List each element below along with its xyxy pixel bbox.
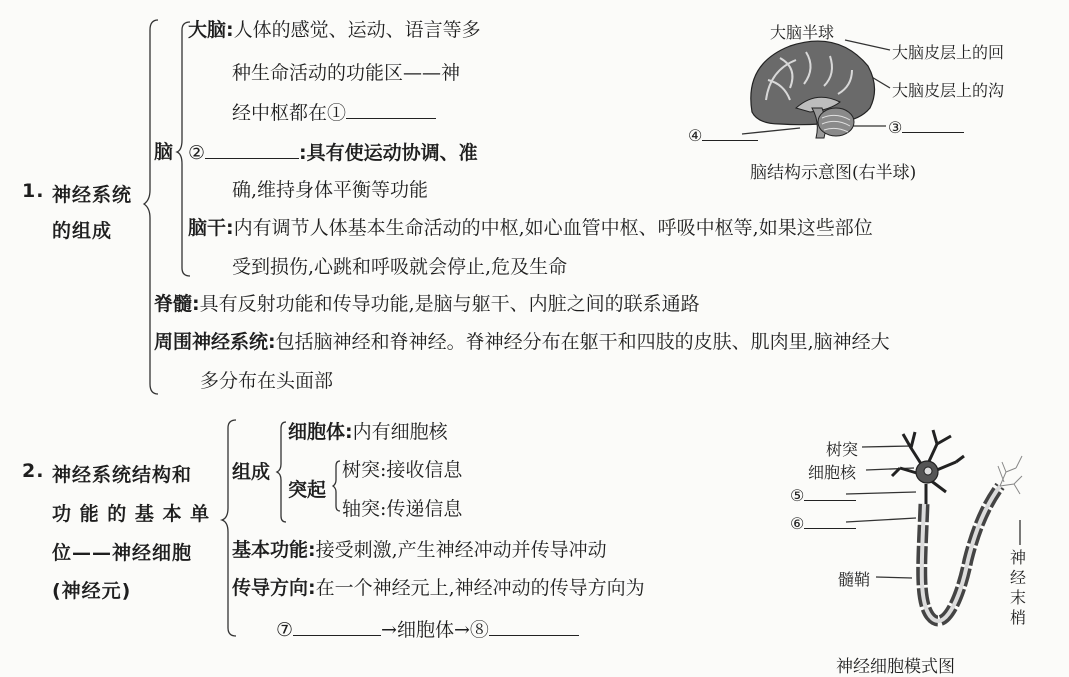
cerebrum-text1: 人体的感觉、运动、语言等多	[233, 19, 481, 41]
neuron-illustration	[892, 430, 1022, 621]
brace-process	[333, 461, 340, 511]
section2-number: 2.	[22, 460, 45, 482]
peripheral-line2: 多分布在头面部	[200, 370, 334, 392]
spinal-cord-term: 脊髓:	[154, 293, 200, 315]
axon-line: 轴突:传递信息	[342, 498, 463, 520]
cerebrum-text3: 经中枢都在①	[232, 102, 347, 124]
direction-text: 在一个神经元上,神经冲动的传导方向为	[315, 577, 645, 599]
peripheral-text1: 包括脑神经和脊神经。脊神经分布在躯干和四肢的皮肤、肌肉里,脑神经大	[275, 331, 890, 353]
composition-label: 组成	[232, 461, 271, 483]
label-terminal: 神经末梢	[1010, 548, 1027, 627]
brain-caption: 脑结构示意图(右半球)	[750, 163, 917, 183]
brace-section1	[144, 20, 158, 394]
brain-label: 脑	[154, 141, 174, 163]
label-sulcus: 大脑皮层上的沟	[892, 81, 1005, 100]
label-myelin: 髓鞘	[838, 570, 871, 589]
direction-middle: →细胞体→	[381, 619, 470, 641]
marker-8: ⑧	[469, 619, 489, 641]
marker-7: ⑦	[276, 619, 294, 641]
basic-function-text: 接受刺激,产生神经冲动并传导冲动	[315, 539, 607, 561]
marker-4: ④	[688, 124, 758, 145]
label-nucleus: 细胞核	[808, 463, 857, 482]
section2-title-line3: 位——神经细胞	[52, 542, 193, 564]
neuron-caption: 神经细胞模式图	[836, 657, 955, 677]
cell-body-text: 内有细胞核	[352, 421, 448, 443]
brainstem-text1: 内有调节人体基本生命活动的中枢,如心血管中枢、呼吸中枢等,如果这些部位	[233, 217, 873, 239]
marker-6: ⑥	[790, 512, 856, 533]
brace-composition	[277, 422, 286, 522]
brace-brain	[177, 22, 190, 276]
section2-title-line2: 功 能 的 基 本 单	[52, 503, 211, 525]
section1-title-line2: 的组成	[52, 220, 113, 242]
basic-function-term: 基本功能:	[232, 539, 316, 561]
section1-title-line1: 神经系统	[52, 184, 133, 206]
brain-illustration	[751, 41, 875, 138]
section2-title-line1: 神经系统结构和	[52, 464, 193, 486]
section2-title-line4: (神经元)	[52, 580, 132, 602]
section1-number: 1.	[22, 180, 45, 202]
brace-section2	[222, 420, 236, 636]
dendrite-line: 树突:接收信息	[342, 459, 463, 481]
brain-top-label: 大脑半球	[770, 23, 835, 42]
cell-body-term: 细胞体:	[288, 421, 353, 443]
brainstem-line2: 受到损伤,心跳和呼吸就会停止,危及生命	[232, 256, 568, 278]
cerebellum-line2: 确,维持身体平衡等功能	[232, 179, 429, 201]
label-gyrus: 大脑皮层上的回	[892, 43, 1005, 62]
process-label: 突起	[288, 479, 327, 501]
marker-5: ⑤	[790, 484, 856, 505]
label-dendrite: 树突	[826, 440, 859, 459]
brainstem-term: 脑干:	[188, 217, 234, 239]
direction-term: 传导方向:	[232, 577, 316, 599]
cerebrum-line2: 种生命活动的功能区——神	[232, 62, 461, 84]
marker-2: ②	[188, 142, 206, 164]
spinal-cord-text: 具有反射功能和传导功能,是脑与躯干、内脏之间的联系通路	[199, 293, 700, 315]
peripheral-term: 周围神经系统:	[154, 331, 276, 353]
cerebellum-text1: :具有使运动协调、准	[299, 142, 478, 164]
cerebrum-term: 大脑:	[188, 19, 234, 41]
marker-3: ③	[888, 116, 964, 137]
